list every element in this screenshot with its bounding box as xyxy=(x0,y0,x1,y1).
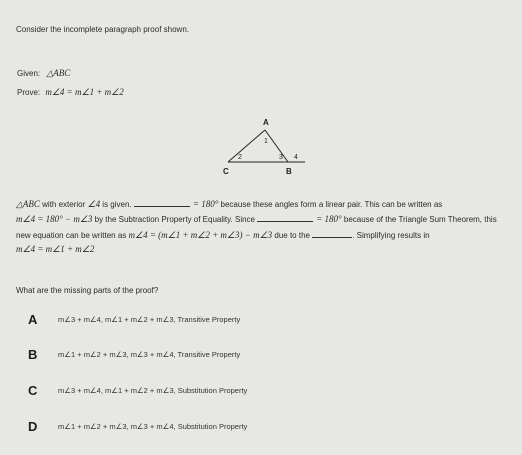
given-expression: △ABC xyxy=(46,68,71,78)
text-segment: with exterior xyxy=(39,200,88,209)
blank-1 xyxy=(134,198,190,207)
blank-3 xyxy=(312,229,352,238)
side-ab xyxy=(265,130,288,162)
question-text: What are the missing parts of the proof? xyxy=(16,286,159,295)
prove-expression: m∠4 = m∠1 + m∠2 xyxy=(45,87,124,97)
equation-segment: m∠4 = (m∠1 + m∠2 + m∠3) − m∠3 xyxy=(128,230,273,240)
proof-line-1 xyxy=(16,198,442,210)
option-b-text: m∠1 + m∠2 + m∠3, m∠3 + m∠4, Transitive Property xyxy=(58,349,241,359)
angle-1-label: 1 xyxy=(264,138,268,145)
option-c[interactable] xyxy=(28,382,247,398)
option-d-letter: D xyxy=(28,418,38,434)
text-segment: . Simplifying results in xyxy=(352,231,430,240)
proof-line-4 xyxy=(16,244,94,255)
given-label: Given: xyxy=(17,69,41,78)
text-segment: by the Subtraction Property of Equality. Since xyxy=(92,215,258,224)
blank-2 xyxy=(257,213,313,222)
option-a-letter: A xyxy=(28,311,38,327)
proof-line-3 xyxy=(16,229,430,241)
text-segment: due to the xyxy=(272,231,313,240)
equation-segment: = 180° xyxy=(192,199,219,209)
prove-label: Prove: xyxy=(17,88,41,97)
conclusion-equation: m∠4 = m∠1 + m∠2 xyxy=(16,244,95,254)
vertex-c-label: C xyxy=(223,167,229,176)
text-segment: because these angles form a linear pair. This can be written as xyxy=(218,200,443,209)
option-a[interactable] xyxy=(28,311,240,327)
triangle-name: △ABC xyxy=(16,199,40,209)
prove-row xyxy=(17,87,124,98)
equation-segment: m∠4 = 180° − m∠3 xyxy=(16,214,93,224)
text-segment: because of the Triangle Sum Theorem, this xyxy=(341,215,497,224)
triangle-diagram xyxy=(210,112,320,192)
vertex-a-label: A xyxy=(263,118,269,127)
text-segment: new equation can be written as xyxy=(16,231,129,240)
option-c-letter: C xyxy=(28,382,38,398)
text-segment: is given. xyxy=(100,200,134,209)
equation-segment: = 180° xyxy=(316,214,342,224)
angle-4-label: 4 xyxy=(294,154,298,161)
option-b[interactable] xyxy=(28,346,240,362)
exterior-angle: ∠4 xyxy=(87,199,101,209)
given-row xyxy=(17,68,70,79)
angle-2-label: 2 xyxy=(238,154,242,161)
option-a-text: m∠3 + m∠4, m∠1 + m∠2 + m∠3, Transitive Property xyxy=(58,314,241,324)
vertex-b-label: B xyxy=(286,167,292,176)
proof-line-2 xyxy=(16,213,497,225)
angle-3-label: 3 xyxy=(279,154,283,161)
option-b-letter: B xyxy=(28,346,38,362)
option-d-text: m∠1 + m∠2 + m∠3, m∠3 + m∠4, Substitution Property xyxy=(58,421,248,431)
instruction-text: Consider the incomplete paragraph proof shown. xyxy=(16,25,189,34)
option-d[interactable] xyxy=(28,418,247,434)
option-c-text: m∠3 + m∠4, m∠1 + m∠2 + m∠3, Substitution Property xyxy=(58,385,248,395)
side-ca xyxy=(228,130,265,162)
